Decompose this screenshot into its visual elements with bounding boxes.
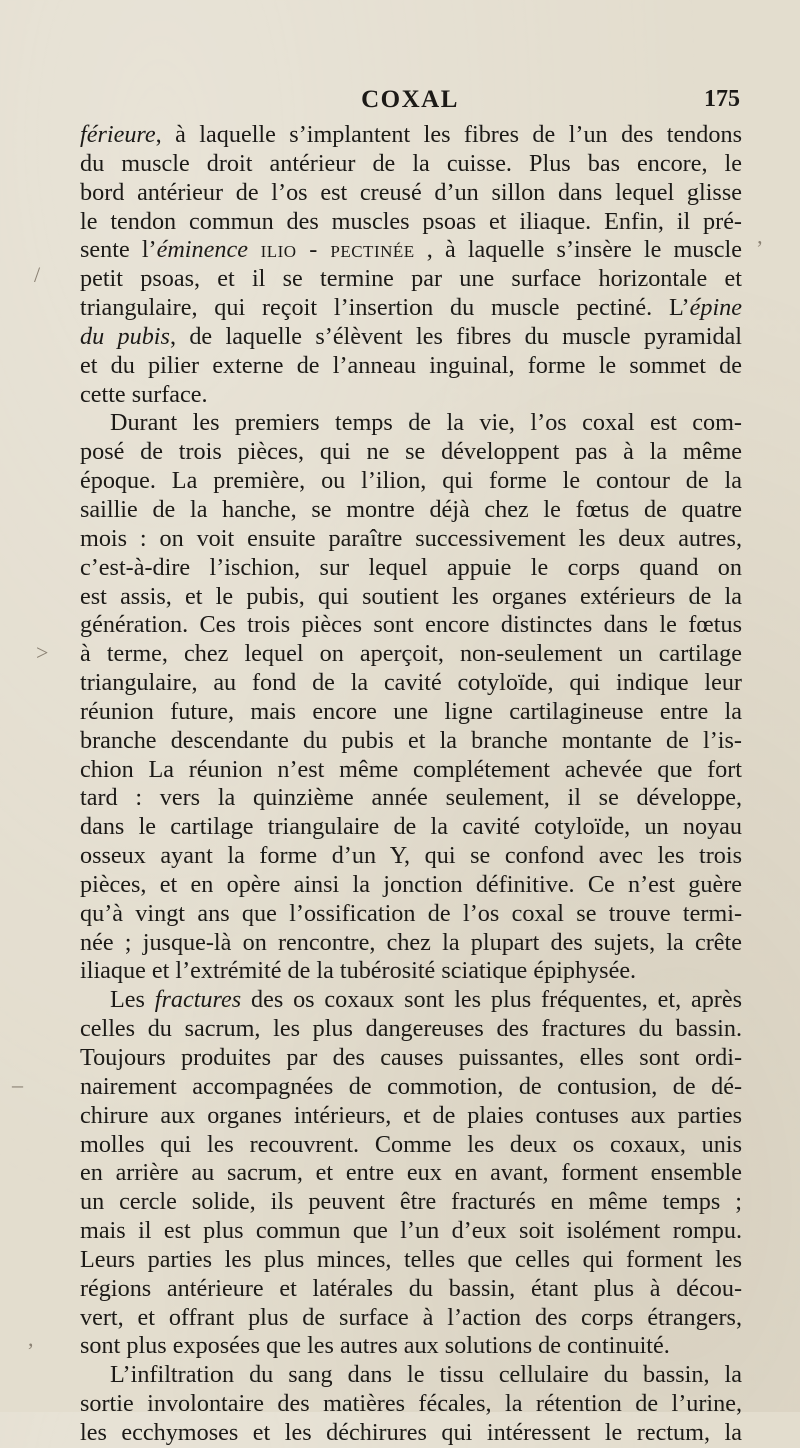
text-line xyxy=(80,1073,742,1102)
text-segment: un cercle solide, ils peuvent être fracturés en même temps ; xyxy=(80,1188,742,1216)
text-segment: bord antérieur de l’os est creusé d’un sillon dans lequel glisse xyxy=(80,178,742,206)
text-segment: , à laquelle s’implantent les fibres de l’un des tendons xyxy=(155,121,742,148)
text-line xyxy=(80,583,742,612)
text-segment: sont plus exposées que les autres aux solutions de continuité. xyxy=(80,1332,670,1360)
text-line xyxy=(80,525,742,554)
text-line xyxy=(80,1044,742,1073)
margin-speck: / xyxy=(34,262,41,287)
text-segment: L’infiltration du sang dans le tissu cellulaire du bassin, la xyxy=(110,1361,742,1389)
text-line xyxy=(80,1275,742,1304)
text-line xyxy=(80,756,742,785)
text-line xyxy=(80,265,742,294)
text-line xyxy=(80,352,742,381)
text-segment: , à laquelle s’insère le muscle xyxy=(414,236,742,264)
text-line xyxy=(80,1159,742,1188)
text-segment: c’est-à-dire l’ischion, sur lequel appuie le corps quand on xyxy=(80,553,742,581)
text-segment: dans le cartilage triangulaire de la cavité cotyloïde, un noyau xyxy=(80,813,742,841)
text-segment: le tendon commun des muscles psoas et iliaque. Enfin, il pré- xyxy=(80,207,742,235)
text-segment: mois : on voit ensuite paraître successivement les deux autres, xyxy=(80,524,742,552)
margin-speck: – xyxy=(12,1072,23,1097)
text-segment: génération. Ces trois pièces sont encore distinctes dans le fœtus xyxy=(80,611,742,639)
text-segment: époque. La première, ou l’ilion, qui forme le contour de la xyxy=(80,467,742,495)
text-segment: triangulaire, au fond de la cavité cotyloïde, qui indique leur xyxy=(80,669,742,697)
text-segment: Leurs parties les plus minces, telles que celles qui forment les xyxy=(80,1245,742,1273)
text-line xyxy=(80,554,742,583)
running-head xyxy=(80,86,740,116)
text-segment: les ecchymoses et les déchirures qui intéressent le rectum, la xyxy=(80,1418,742,1446)
text-segment: Durant les premiers temps de la vie, l’os coxal est com- xyxy=(110,409,742,437)
text-line xyxy=(80,496,742,525)
text-segment: sente l’ xyxy=(80,236,157,264)
italic-text: du pubis xyxy=(80,322,170,350)
text-line xyxy=(80,842,742,871)
text-segment: saillie de la hanche, se montre déjà chez le fœtus de quatre xyxy=(80,495,742,523)
text-segment: , de laquelle s’élèvent les fibres du muscle pyramidal xyxy=(169,322,742,350)
text-line xyxy=(80,813,742,842)
text-line xyxy=(80,438,742,467)
text-line xyxy=(80,150,742,179)
text-segment: celles du sacrum, les plus dangereuses des fractures du bassin. xyxy=(80,1015,742,1043)
text-segment: vert, et offrant plus de surface à l’action des corps étrangers, xyxy=(80,1303,742,1331)
text-segment: petit psoas, et il se termine par une surface horizontale et xyxy=(80,265,742,293)
text-line xyxy=(80,1361,742,1390)
text-segment: mais il est plus commun que l’un d’eux soit isolément rompu. xyxy=(80,1217,742,1245)
text-line xyxy=(80,467,742,496)
text-line xyxy=(80,1217,742,1246)
text-line xyxy=(80,179,742,208)
running-title: COXAL xyxy=(361,86,459,113)
text-line xyxy=(80,1304,742,1333)
text-line xyxy=(80,871,742,900)
text-segment: et du pilier externe de l’anneau inguinal, forme le sommet de xyxy=(80,351,742,379)
text-segment: cette surface. xyxy=(80,380,208,408)
text-line xyxy=(80,236,742,265)
italic-text: férieure xyxy=(80,121,156,148)
text-line xyxy=(80,409,742,438)
text-segment: en arrière au sacrum, et entre eux en avant, forment ensemble xyxy=(80,1159,742,1187)
text-line xyxy=(80,1131,742,1160)
text-segment: Toujours produites par des causes puissantes, elles sont ordi- xyxy=(80,1044,742,1071)
text-segment: chirure aux organes intérieurs, et de plaies contuses aux parties xyxy=(80,1101,742,1129)
text-line xyxy=(80,121,742,150)
text-line xyxy=(80,1188,742,1217)
text-line xyxy=(80,294,742,323)
text-line xyxy=(80,986,742,1015)
margin-speck: > xyxy=(36,640,49,665)
text-line xyxy=(80,1015,742,1044)
text-segment: molles qui les recouvrent. Comme les deux os coxaux, unis xyxy=(80,1130,742,1158)
text-segment: pièces, et en opère ainsi la jonction définitive. Ce n’est guère xyxy=(80,870,742,898)
text-line xyxy=(80,208,742,237)
margin-speck: ʼ xyxy=(756,236,764,261)
text-line xyxy=(80,900,742,929)
body-text xyxy=(80,121,742,1448)
small-caps-text: ilio - pectinée xyxy=(247,236,415,264)
text-segment: osseux ayant la forme d’un Y, qui se confond avec les trois xyxy=(80,842,742,870)
text-segment: sortie involontaire des matières fécales, la rétention de l’urine, xyxy=(80,1390,742,1418)
italic-text: éminence xyxy=(156,236,248,264)
text-line xyxy=(80,611,742,640)
text-line xyxy=(80,1102,742,1131)
text-line xyxy=(80,957,742,986)
italic-text: fractures xyxy=(154,986,242,1014)
margin-speck: , xyxy=(28,1326,34,1351)
text-segment: chion La réunion n’est même complétement achevée que fort xyxy=(80,755,742,783)
italic-text: épine xyxy=(689,294,742,322)
text-segment: nairement accompagnées de commotion, de contusion, de dé- xyxy=(80,1072,742,1100)
text-segment: réunion future, mais encore une ligne cartilagineuse entre la xyxy=(80,697,742,725)
text-line xyxy=(80,1246,742,1275)
text-line xyxy=(80,640,742,669)
text-segment: qu’à vingt ans que l’ossification de l’os coxal se trouve termi- xyxy=(80,899,742,927)
text-segment: à terme, chez lequel on aperçoit, non-seulement un cartilage xyxy=(80,640,742,668)
text-line xyxy=(80,323,742,352)
text-segment: triangulaire, qui reçoit l’insertion du muscle pectiné. L’ xyxy=(80,294,690,322)
text-line xyxy=(80,1332,742,1361)
text-line xyxy=(80,698,742,727)
text-segment: posé de trois pièces, qui ne se développent pas à la même xyxy=(80,438,742,466)
text-line xyxy=(80,1390,742,1419)
text-line xyxy=(80,727,742,756)
text-segment: tard : vers la quinzième année seulement, il se développe, xyxy=(80,784,742,812)
text-line xyxy=(80,784,742,813)
text-line xyxy=(80,381,742,410)
text-segment: régions antérieure et latérales du bassin, étant plus à décou- xyxy=(80,1274,742,1302)
text-line xyxy=(80,1419,742,1448)
text-line xyxy=(80,929,742,958)
text-segment: branche descendante du pubis et la branche montante de l’is- xyxy=(80,726,742,754)
text-segment: des os coxaux sont les plus fréquentes, et, après xyxy=(241,986,742,1014)
text-segment: née ; jusque-là on rencontre, chez la plupart des sujets, la crête xyxy=(80,928,742,956)
text-segment: iliaque et l’extrémité de la tubérosité sciatique épiphysée. xyxy=(80,957,637,985)
text-segment: Les xyxy=(110,986,155,1014)
text-line xyxy=(80,669,742,698)
text-segment: du muscle droit antérieur de la cuisse. Plus bas encore, le xyxy=(80,149,742,177)
page-number: 175 xyxy=(704,86,740,112)
text-segment: est assis, et le pubis, qui soutient les organes extérieurs de la xyxy=(80,582,742,610)
